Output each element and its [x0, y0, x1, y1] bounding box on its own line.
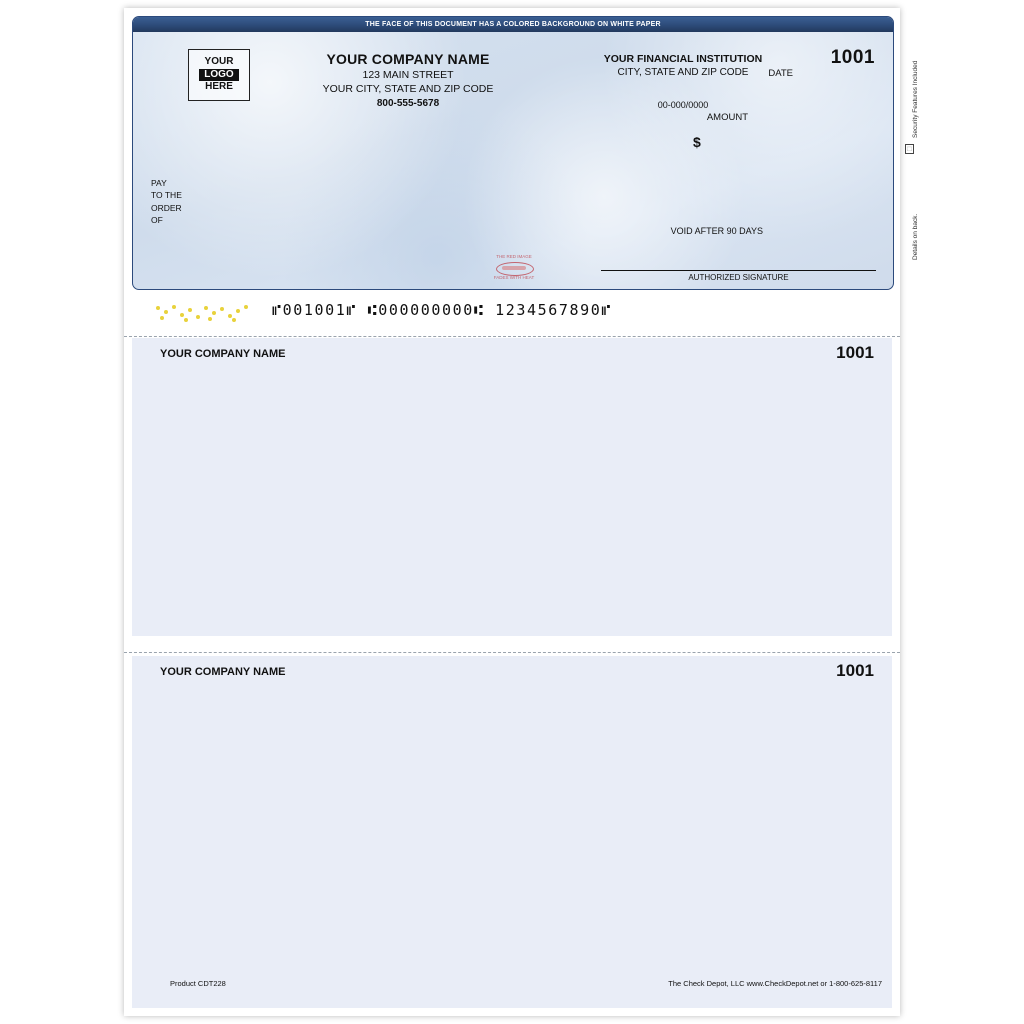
company-street: 123 MAIN STREET — [362, 69, 454, 81]
perforation-line-top — [124, 336, 900, 337]
routing-fraction: 00-000/0000 — [657, 100, 709, 110]
colored-background-warning: THE FACE OF THIS DOCUMENT HAS A COLORED BACKGROUND ON WHITE PAPER — [133, 17, 893, 32]
logo-line-3: HERE — [205, 81, 233, 93]
micr-band — [132, 296, 892, 332]
company-city-state-zip: YOUR CITY, STATE AND ZIP CODE — [322, 83, 494, 95]
voucher-stub-1 — [132, 338, 892, 636]
bank-name: YOUR FINANCIAL INSTITUTION — [603, 53, 763, 65]
check-face — [132, 16, 894, 290]
logo-line-1: YOUR — [204, 56, 234, 68]
stub-company-name: YOUR COMPANY NAME — [160, 348, 286, 360]
logo-placeholder — [188, 49, 250, 101]
signature-line — [601, 270, 876, 271]
padlock-icon: ⬚ — [905, 144, 914, 154]
micr-code-line: ⑈001001⑈ ⑆000000000⑆ 1234567890⑈ — [272, 301, 613, 319]
stub-check-number: 1001 — [836, 661, 874, 680]
check-sheet — [124, 8, 900, 1016]
security-features-strip — [902, 60, 918, 260]
void-after-label: VOID AFTER 90 DAYS — [670, 226, 763, 236]
pay-line-2: TO THE — [151, 190, 182, 201]
seal-bar — [502, 266, 526, 270]
seal-top-text: THE RED IMAGE — [496, 254, 532, 259]
company-phone: 800-555-5678 — [376, 98, 440, 109]
check-number: 1001 — [830, 47, 875, 68]
date-label: DATE — [768, 68, 793, 79]
logo-line-2: LOGO — [199, 69, 238, 82]
details-on-back-text: Details on back. — [912, 213, 919, 260]
security-features-text: Security Features Included — [912, 60, 919, 138]
company-name: YOUR COMPANY NAME — [326, 51, 490, 67]
perforation-line-bottom — [124, 652, 900, 653]
pay-line-1: PAY — [151, 178, 167, 188]
company-address-block — [263, 51, 553, 109]
yellow-dot-pattern-icon — [154, 304, 254, 322]
heat-sensitive-seal-icon — [488, 253, 540, 283]
seal-bottom-text: FADES WITH HEAT — [493, 275, 535, 280]
dollar-sign-icon: $ — [693, 134, 701, 150]
amount-label: AMOUNT — [706, 112, 748, 123]
voucher-stub-2 — [132, 656, 892, 1008]
footer-credit: The Check Depot, LLC www.CheckDepot.net or 1-800-625-8117 — [668, 979, 882, 988]
pay-line-3: ORDER — [151, 202, 182, 213]
bank-city-state: CITY, STATE AND ZIP CODE — [617, 67, 749, 78]
authorized-signature-label: AUTHORIZED SIGNATURE — [688, 273, 789, 282]
product-code: Product CDT228 — [170, 979, 226, 988]
stub-check-number: 1001 — [836, 343, 874, 362]
pay-line-4: OF — [151, 214, 163, 225]
stub-company-name: YOUR COMPANY NAME — [160, 666, 286, 678]
pay-to-the-order-of-label — [151, 177, 182, 226]
